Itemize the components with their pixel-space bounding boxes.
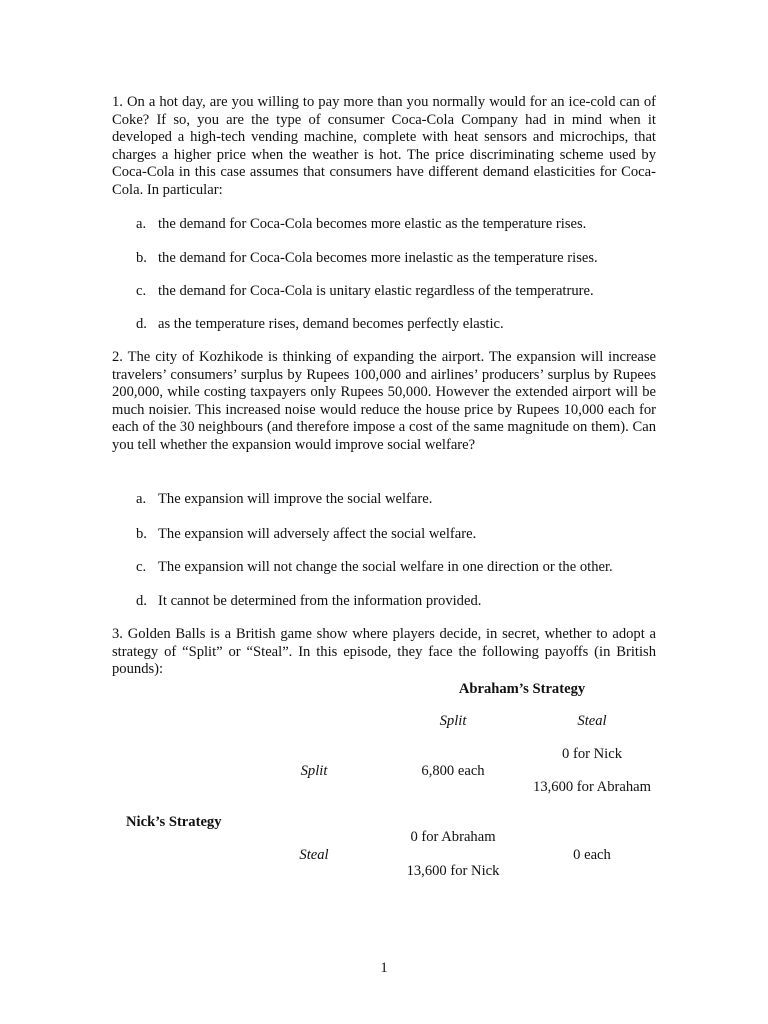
option-letter: a. bbox=[136, 216, 147, 232]
question-2-option-c bbox=[136, 559, 676, 577]
question-2-option-b bbox=[136, 526, 676, 544]
option-text: The expansion will adversely affect the social welfare. bbox=[158, 526, 477, 542]
question-3-text: 3. Golden Balls is a British game show where players decide, in secret, whether to adopt a strategy of “Split” or “Steal”. In this episode, they face the following payoffs (in British pounds): bbox=[112, 626, 656, 678]
column-header-split: Split bbox=[439, 713, 467, 729]
question-1-text: 1. On a hot day, are you willing to pay more than you normally would for an ice-cold can of Coke? If so, you are the type of consumer Coca-Cola Company had in mind when it developed a high-tech vending machine, complete with heat sensors and microchips, that charges a higher price when the weather is hot. The price discriminating scheme used by Coca-Cola in this case assumes that consumers have different demand elasticities for Coca-Cola. In particular: bbox=[112, 94, 656, 198]
payoff-split-steal-line2: 13,600 for Abraham bbox=[533, 779, 651, 795]
option-text: as the temperature rises, demand becomes perfectly elastic. bbox=[158, 316, 504, 332]
option-letter: c. bbox=[136, 559, 147, 575]
option-text: the demand for Coca-Cola becomes more inelastic as the temperature rises. bbox=[158, 250, 598, 266]
payoff-steal-split-line2: 13,600 for Nick bbox=[406, 863, 500, 879]
option-text: The expansion will improve the social welfare. bbox=[158, 491, 433, 507]
column-player-heading: Abraham’s Strategy bbox=[458, 681, 586, 697]
option-letter: d. bbox=[136, 316, 147, 332]
option-text: the demand for Coca-Cola is unitary elastic regardless of the temperatrure. bbox=[158, 283, 594, 299]
payoff-steal-split-line1: 0 for Abraham bbox=[410, 829, 496, 845]
option-letter: c. bbox=[136, 283, 147, 299]
row-header-steal: Steal bbox=[299, 847, 329, 863]
question-2-option-d bbox=[136, 593, 676, 611]
option-text: The expansion will not change the social welfare in one direction or the other. bbox=[158, 559, 613, 575]
payoff-split-split: 6,800 each bbox=[421, 763, 485, 779]
question-1-option-b bbox=[136, 250, 676, 268]
option-letter: b. bbox=[136, 250, 147, 266]
page-number: 1 bbox=[380, 960, 388, 976]
option-letter: d. bbox=[136, 593, 147, 609]
question-2-option-a bbox=[136, 491, 676, 509]
row-player-heading: Nick’s Strategy bbox=[126, 814, 222, 830]
payoff-steal-steal: 0 each bbox=[573, 847, 611, 863]
row-header-split: Split bbox=[300, 763, 328, 779]
option-letter: a. bbox=[136, 491, 147, 507]
question-1-option-c bbox=[136, 283, 676, 301]
question-1-option-d bbox=[136, 316, 676, 334]
option-text: It cannot be determined from the information provided. bbox=[158, 593, 482, 609]
option-letter: b. bbox=[136, 526, 147, 542]
payoff-split-steal-line1: 0 for Nick bbox=[562, 746, 622, 762]
question-2-text: 2. The city of Kozhikode is thinking of expanding the airport. The expansion will increase travelers’ consumers’ surplus by Rupees 100,000 and airlines’ producers’ surplus by Rupees 200,000, while costing taxpayers only Rupees 50,000. However the extended airport will be much noisier. This increased noise would reduce the house price by Rupees 10,000 each for each of the 30 neighbours (and therefore impose a cost of the same magnitude on them). Can you tell whether the expansion would improve social welfare? bbox=[112, 349, 656, 453]
column-header-steal: Steal bbox=[577, 713, 607, 729]
option-text: the demand for Coca-Cola becomes more elastic as the temperature rises. bbox=[158, 216, 587, 232]
question-1-option-a bbox=[136, 216, 676, 234]
